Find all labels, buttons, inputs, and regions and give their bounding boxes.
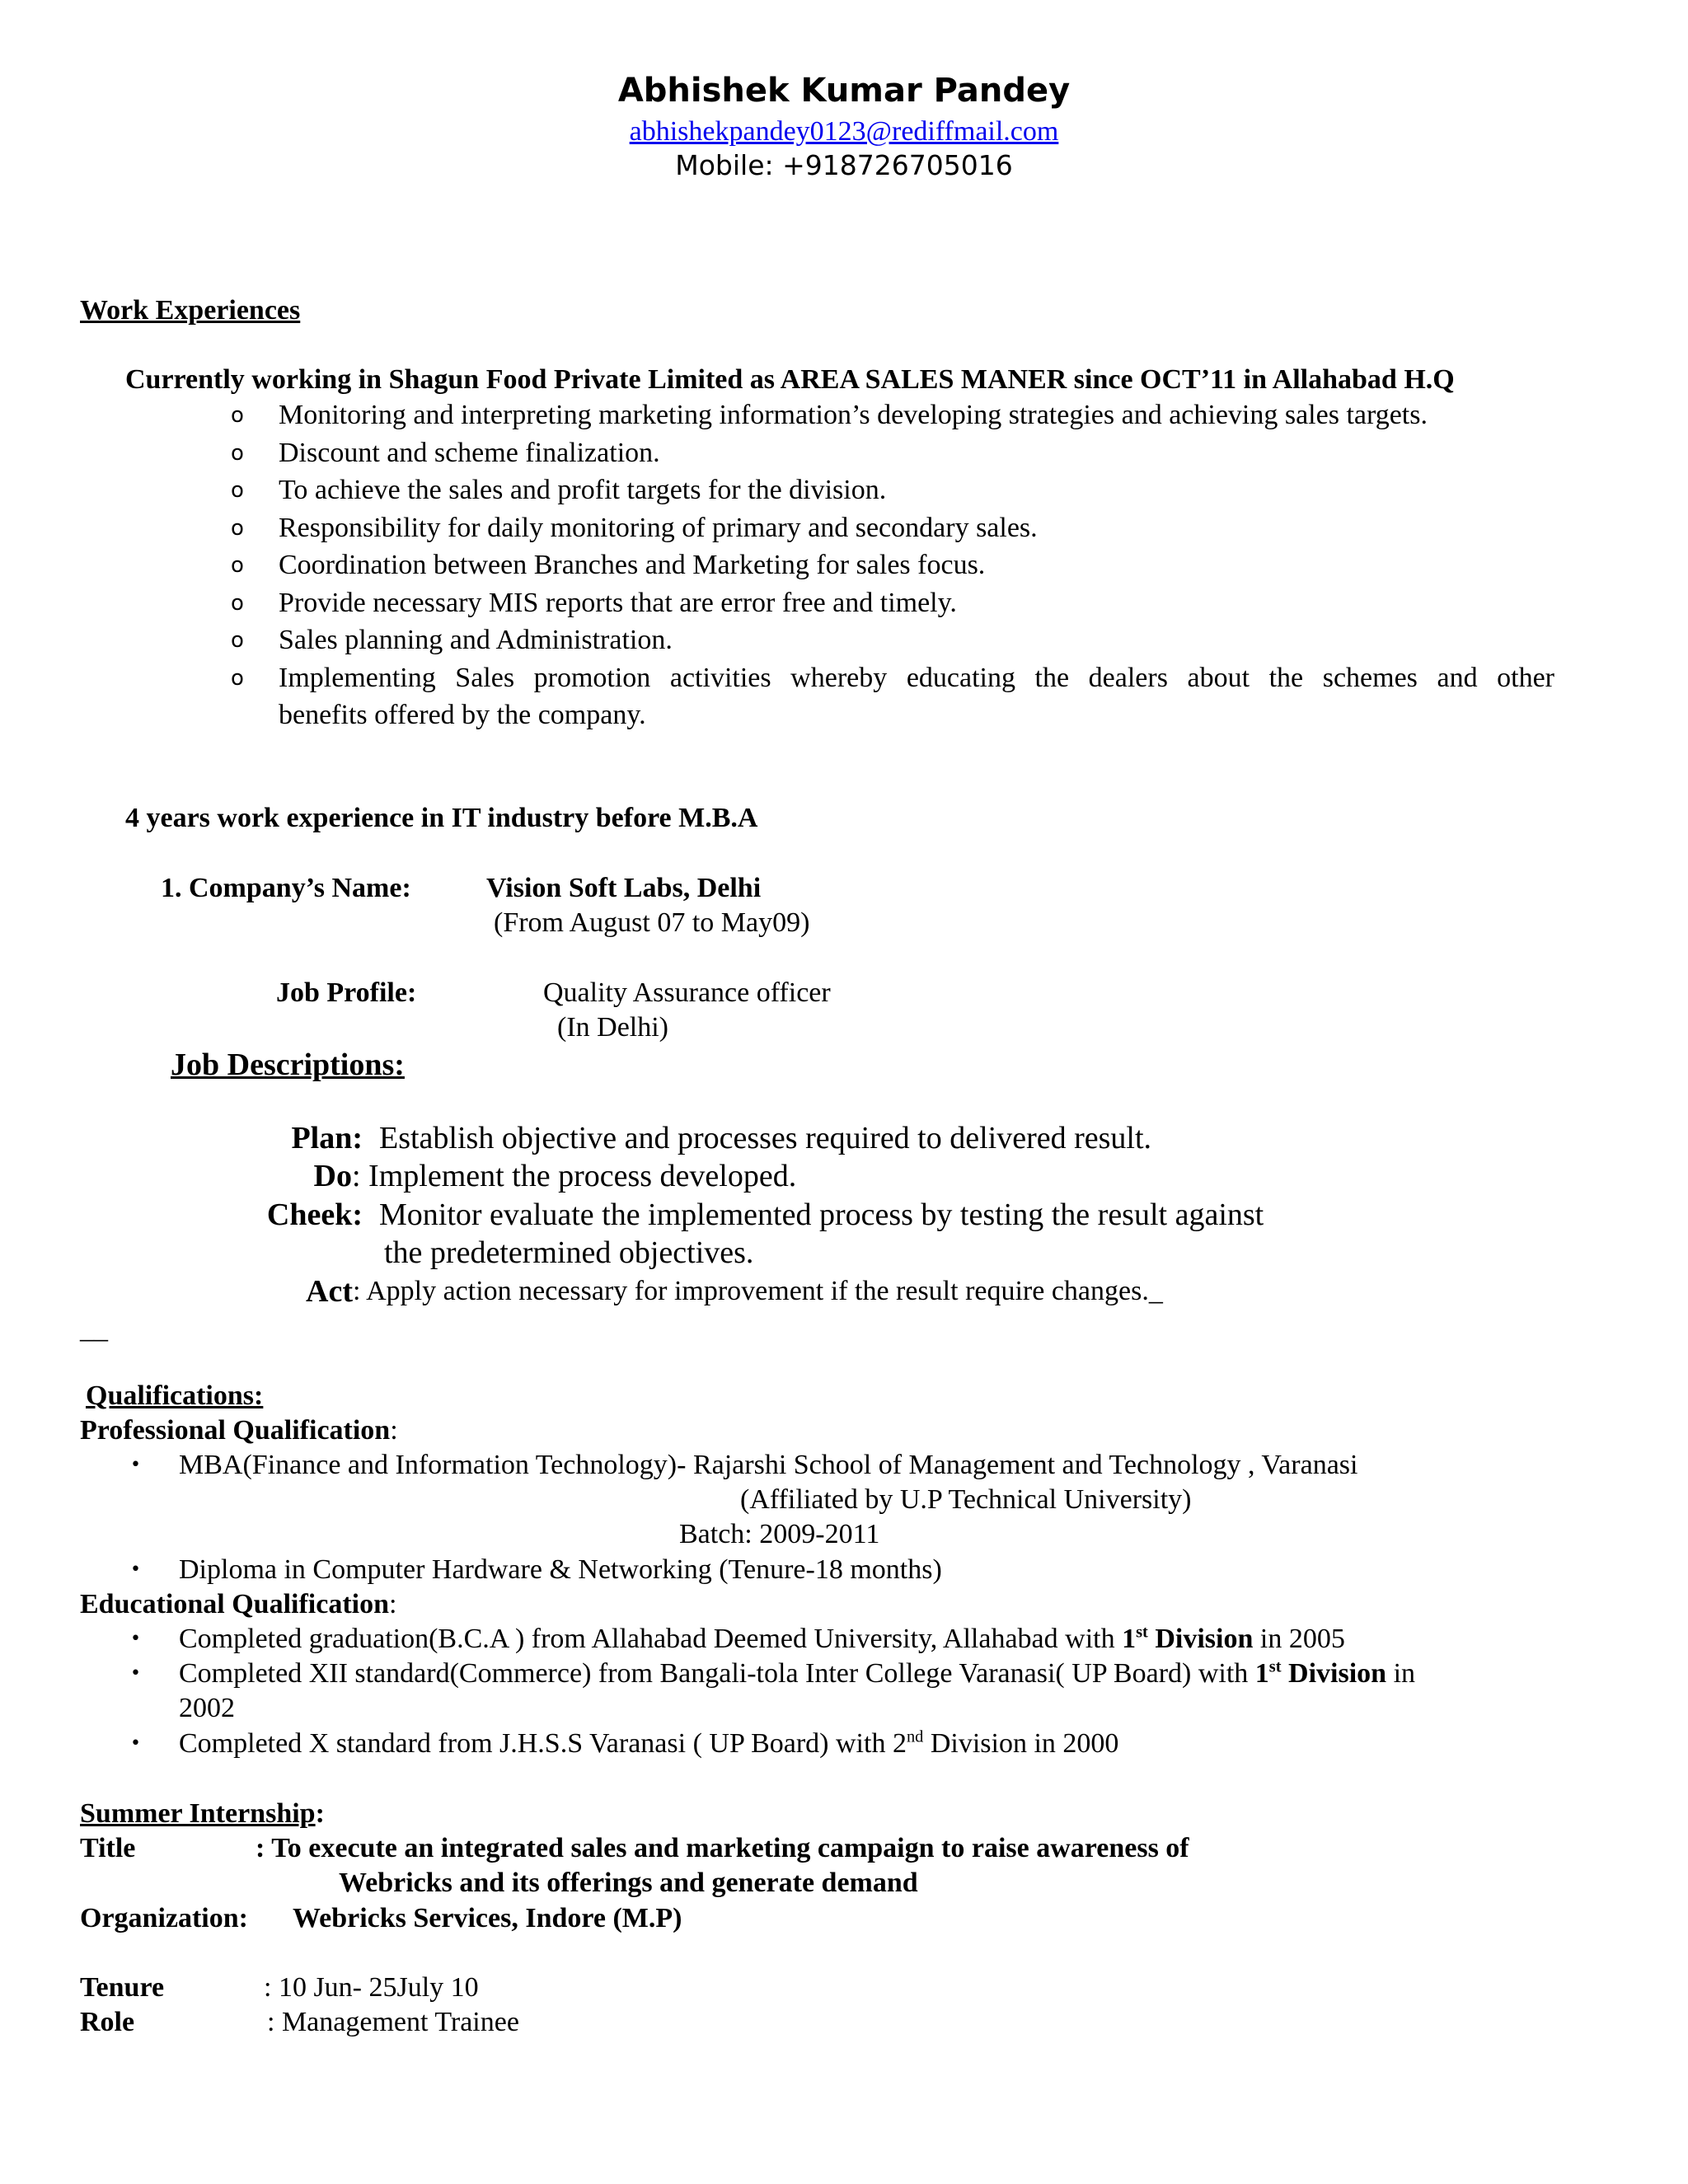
pdca-text-plan: Establish objective and processes required to delivered result. (379, 1121, 1152, 1155)
mba-batch: Batch: 2009-2011 (679, 1519, 880, 1549)
internship-heading-label: Summer Internship (80, 1798, 316, 1829)
diploma-qualification: Diploma in Computer Hardware & Networking (Tenure-18 months) (179, 1554, 942, 1585)
list-item: Discount and scheme finalization. (279, 438, 660, 468)
x-text: Completed X standard from J.H.S.S Varanasi ( UP Board) with 2 (179, 1728, 907, 1759)
list-bullet: o (231, 666, 244, 691)
pdca-label-check: Cheek: (266, 1197, 363, 1232)
job-profile-label: Job Profile: (276, 977, 417, 1008)
ordinal-suffix: st (1268, 1657, 1282, 1676)
list-bullet: o (231, 516, 244, 541)
xii-year: 2002 (179, 1693, 235, 1723)
pdca-label-act: Act (306, 1274, 353, 1309)
colon: : (390, 1415, 398, 1446)
section-heading-work: Work Experiences (80, 295, 301, 326)
list-bullet: • (130, 1455, 141, 1475)
list-item: Provide necessary MIS reports that are error free and timely. (279, 588, 957, 618)
internship-role-label: Role (80, 2007, 135, 2037)
internship-title-line2: Webricks and its offerings and generate demand (339, 1868, 918, 1898)
educational-qualification-label: Educational Qualification (80, 1589, 389, 1619)
list-item: Implementing Sales promotion activities whereby educating the dealers about the schemes and other (279, 663, 1554, 693)
list-item-continued: benefits offered by the company. (279, 700, 646, 730)
internship-organization-value: Webricks Services, Indore (M.P) (293, 1903, 682, 1933)
mobile-number: Mobile: +918726705016 (675, 149, 1013, 181)
list-item: Monitoring and interpreting marketing information’s developing strategies and achieving sales targets. (279, 400, 1428, 430)
list-bullet: o (231, 591, 244, 616)
list-item: Coordination between Branches and Marketing for sales focus. (279, 550, 986, 580)
xii-division-number: 1 (1254, 1658, 1269, 1689)
x-division-year: Division in 2000 (923, 1728, 1119, 1759)
internship-tenure-label: Tenure (80, 1972, 165, 2003)
graduation-qualification (179, 1622, 1345, 1657)
separator-dash: __ (80, 1314, 108, 1344)
pdca-text-check-continued: the predetermined objectives. (384, 1235, 754, 1270)
graduation-text: Completed graduation(B.C.A ) from Allahabad Deemed University, Allahabad with (179, 1624, 1123, 1654)
list-bullet: • (130, 1629, 141, 1649)
ordinal-suffix: nd (906, 1727, 924, 1746)
internship-title-label: Title (80, 1833, 136, 1863)
current-position: Currently working in Shagun Food Private Limited as AREA SALES MANER since OCT’11 in Allahabad H.Q (125, 364, 1455, 395)
graduation-division: Division (1147, 1624, 1254, 1654)
professional-qualification-heading (80, 1413, 398, 1448)
list-item: Responsibility for daily monitoring of primary and secondary sales. (279, 513, 1038, 543)
list-item: Sales planning and Administration. (279, 625, 673, 655)
section-heading-internship (80, 1797, 325, 1831)
company-name: Vision Soft Labs, Delhi (486, 873, 762, 903)
list-bullet: • (130, 1559, 141, 1580)
company-dates: (From August 07 to May09) (494, 907, 810, 938)
list-bullet: o (231, 478, 244, 503)
graduation-year: in 2005 (1253, 1624, 1345, 1654)
job-profile-location: (In Delhi) (557, 1012, 669, 1043)
educational-qualification-heading (80, 1587, 396, 1622)
internship-title-line1: : To execute an integrated sales and marketing campaign to raise awareness of (256, 1833, 1189, 1863)
graduation-division-number: 1 (1122, 1624, 1137, 1654)
internship-role-value: : Management Trainee (267, 2007, 519, 2037)
xii-division: Division (1281, 1658, 1387, 1689)
x-qualification (179, 1727, 1118, 1761)
pdca-label-plan: Plan: (291, 1121, 363, 1155)
list-item: To achieve the sales and profit targets for the division. (279, 475, 887, 505)
candidate-name: Abhishek Kumar Pandey (617, 72, 1071, 110)
list-bullet: o (231, 628, 244, 653)
colon: : (389, 1589, 397, 1619)
internship-tenure-value: : 10 Jun- 25July 10 (264, 1972, 479, 2003)
xii-qualification (179, 1657, 1415, 1691)
xii-text: Completed XII standard(Commerce) from Bangali-tola Inter College Varanasi( UP Board) with (179, 1658, 1255, 1689)
list-bullet: o (231, 441, 244, 466)
job-profile-value: Quality Assurance officer (543, 977, 831, 1008)
it-experience-heading: 4 years work experience in IT industry before M.B.A (125, 803, 758, 833)
list-bullet: o (231, 403, 244, 428)
pdca-text-check: Monitor evaluate the implemented process by testing the result against (379, 1197, 1264, 1232)
internship-organization-label: Organization: (80, 1903, 248, 1933)
list-bullet: o (231, 553, 244, 578)
colon: : (315, 1798, 325, 1829)
pdca-label-do: Do (313, 1159, 352, 1193)
professional-qualification-label: Professional Qualification (80, 1415, 391, 1446)
pdca-text-do: : Implement the process developed. (352, 1159, 797, 1193)
company-label: 1. Company’s Name: (161, 873, 411, 903)
pdca-text-act: : Apply action necessary for improvement if the result require changes._ (353, 1276, 1163, 1306)
job-descriptions-heading: Job Descriptions: (171, 1047, 405, 1082)
xii-in: in (1386, 1658, 1416, 1689)
email-link[interactable]: abhishekpandey0123@rediffmail.com (629, 116, 1059, 147)
list-bullet: • (130, 1663, 141, 1684)
mba-qualification: MBA(Finance and Information Technology)- Rajarshi School of Management and Technology , Varanasi (179, 1450, 1358, 1480)
list-bullet: • (130, 1733, 141, 1754)
section-heading-qualifications: Qualifications: (86, 1380, 264, 1411)
ordinal-suffix: st (1136, 1623, 1148, 1642)
mba-affiliation: (Affiliated by U.P Technical University) (740, 1484, 1192, 1515)
